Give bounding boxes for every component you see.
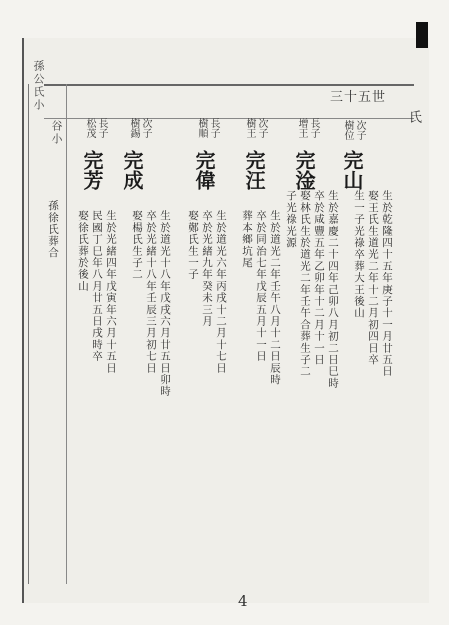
entry-bio-line: 娶林氏生於道光二年壬午合葬生子二 [299,190,311,378]
page-corner-tab [416,22,428,48]
entry-bio-line: 民國丁巳年八月廿五日戌時卒 [91,210,103,363]
entry-bio-line: 娶楊氏生子二 [131,210,143,281]
margin-rule [28,84,29,584]
left-note: 孫徐氏葬合 [47,200,59,259]
entry-father: 樹位 [342,120,353,140]
margin-rule-inner [66,84,67,584]
entry-bio-line: 娶鄭氏生一子 [187,210,199,281]
entry-bio-line: 生於道光二年壬午八月十二日辰時 [269,210,281,386]
entry-relation: 長子 [208,118,219,138]
entry-bio-line: 生於乾隆四十五年庚子十一月廿五日 [381,190,393,378]
entry-name: 完山 [340,150,364,190]
entry-father: 樹順 [196,118,207,138]
entry-bio-line: 生於嘉慶二十四年己卯八月初二日巳時 [327,190,339,389]
entry-father: 增王 [296,118,307,138]
entry-name: 完成 [120,150,144,190]
entry-name: 完偉 [192,150,216,190]
entry-bio-line: 娶徐氏葬於後山 [77,210,89,292]
entry-name: 完淦 [292,150,316,190]
entry-father: 樹王 [244,118,255,138]
entry-relation: 次子 [354,120,365,140]
entry-relation: 長子 [96,118,107,138]
page-number: 4 [238,592,248,610]
entry-bio-line: 葬本鄉坑尾 [241,210,253,269]
entry-bio-line: 生一子光祿卒葬大王後山 [353,190,365,319]
margin-text: 孫公氏小 [32,60,45,112]
entry-bio-line: 生於道光十八年戊戌六月廿五日卯時 [159,210,171,398]
entry-bio-line: 生於光緒四年戊寅年六月十五日 [105,210,117,374]
entry-bio-line: 子光祿光源 [285,190,297,249]
entry-bio-line: 娶王氏生道光二年十二月初四日卒 [367,190,379,366]
entry-relation: 次子 [140,118,151,138]
entry-relation: 長子 [308,118,319,138]
margin-text-2: 谷小 [50,120,63,146]
generation-label: 三十五世 [330,90,387,105]
entry-bio-line: 卒於光緒九年癸未三月 [201,210,213,327]
entry-bio-line: 卒於同治七年戊辰五月十一日 [255,210,267,363]
entry-father: 松茂 [84,118,95,138]
entry-bio-line: 卒於光緒十八年壬辰三月初七日 [145,210,157,374]
entry-bio-line: 生於道光六年丙戌十二月十七日 [215,210,227,374]
entry-name: 完汪 [242,150,266,190]
entry-bio-line: 卒於咸豐五年乙卯年十二月十一日 [313,190,325,366]
right-edge-fragment: 氏 [406,110,421,123]
entry-relation: 次子 [256,118,267,138]
entry-father: 樹錫 [128,118,139,138]
entry-name: 完芳 [80,150,104,190]
